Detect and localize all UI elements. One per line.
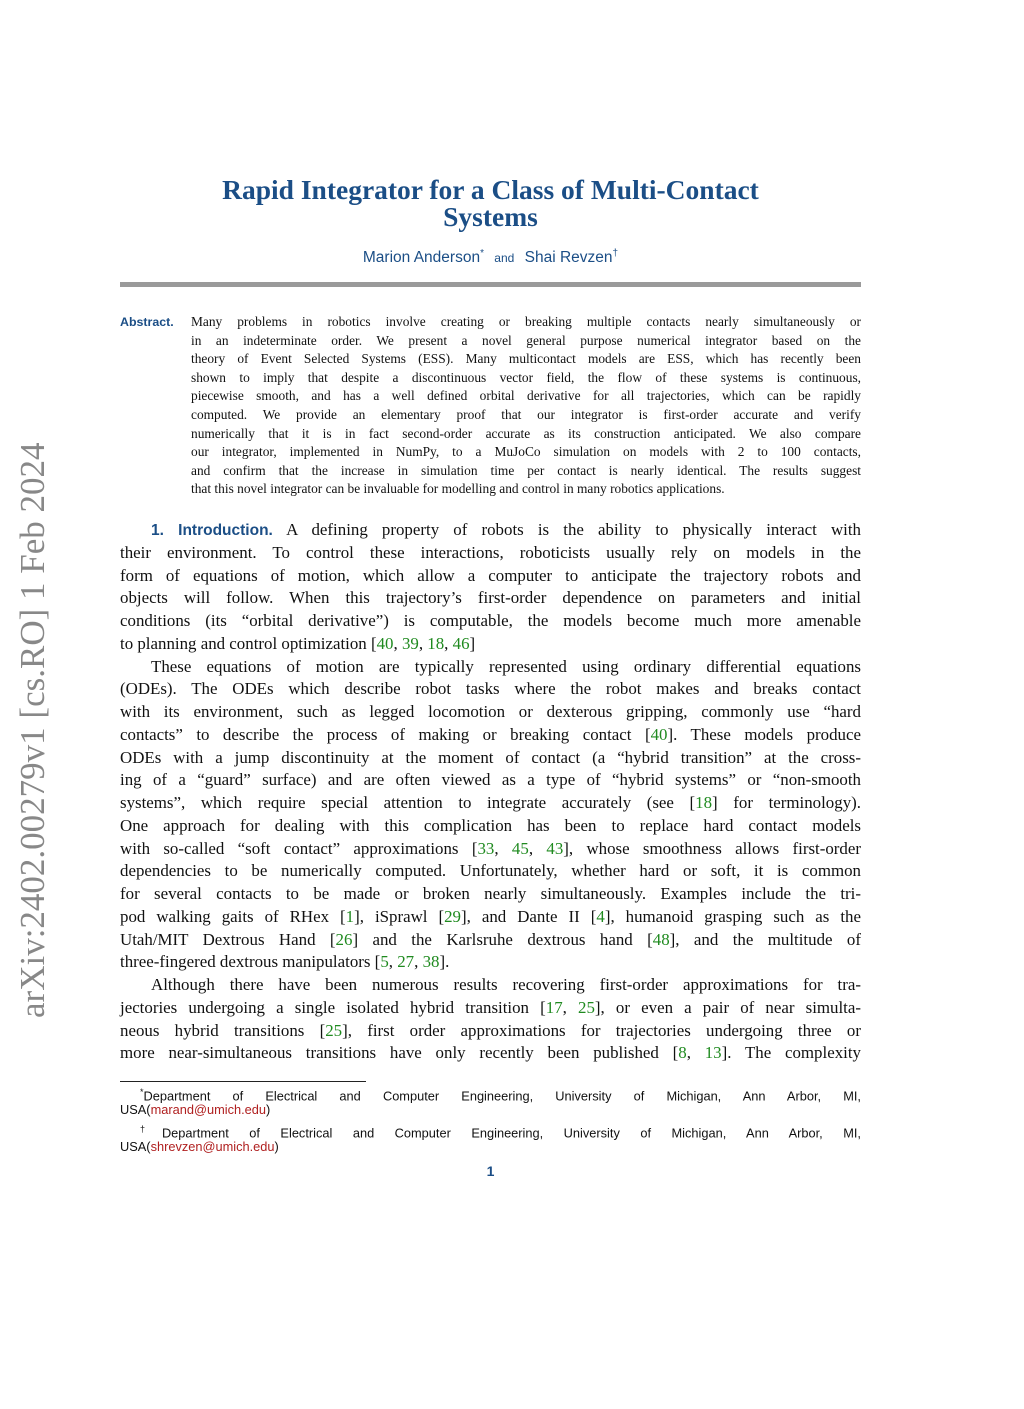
abstract-line: theory of Event Selected Systems (ESS). Many multicontact models are ESS, which has recently been: [191, 351, 861, 367]
text-line: ing of a “guard” surface) and are often viewed as a type of “hybrid systems” or “non-smooth: [120, 770, 861, 790]
text-line: to planning and control optimization [40, 39, 18, 46]: [120, 633, 476, 653]
abstract-label: Abstract.: [120, 315, 174, 329]
email-link[interactable]: marand@umich.edu: [150, 1102, 267, 1118]
abstract-line: in an indeterminate order. We present a novel general purpose numerical integrator based on the: [191, 332, 861, 348]
arxiv-identifier: arXiv:2402.00279v1 [cs.RO] 1 Feb 2024: [13, 442, 52, 1018]
text-line: for several contacts to be made or broken nearly simultaneously. Examples include the tri-: [120, 884, 861, 903]
section-heading: 1. Introduction.: [151, 522, 273, 539]
author-1-mark: *: [480, 248, 484, 259]
footnote-2-cont: USA(shrevzen@umich.edu): [120, 1138, 279, 1154]
text-line: more near-simultaneous transitions have only recently been published [8, 13]. The complexity: [120, 1043, 861, 1063]
title-line-1: Rapid Integrator for a Class of Multi-Contact: [222, 174, 759, 205]
citation-link[interactable]: 40: [650, 724, 668, 744]
citation-link[interactable]: 45: [511, 838, 529, 858]
citation-link[interactable]: 38: [422, 952, 440, 972]
abstract-line: and confirm that the increase in simulation time per contact is nearly identical. The results suggest: [191, 462, 861, 478]
text-line: contacts” to describe the process of making or breaking contact [40]. These models produce: [120, 724, 861, 744]
paper-title: [120, 176, 861, 230]
citation-link[interactable]: 29: [444, 906, 461, 926]
text-line: dependencies to be numerically computed. Unfortunately, whether hard or soft, it is common: [120, 861, 861, 881]
citation-link[interactable]: 46: [452, 633, 470, 653]
text-line: Utah/MIT Dextrous Hand [26] and the Karlsruhe dextrous hand [48], and the multitude of: [120, 929, 861, 949]
abstract-line: piecewise smooth, and has a well defined orbital derivative for all trajectories, which can be rapidly: [191, 388, 861, 404]
abstract-line: numerically that it is in fact second-order accurate as its construction anticipated. We also compare: [191, 425, 861, 441]
citation-link[interactable]: 25: [325, 1020, 343, 1040]
author-2-mark: †: [612, 248, 619, 259]
footnote-1-cont: USA(marand@umich.edu): [120, 1102, 271, 1118]
email-link[interactable]: shrevzen@umich.edu: [150, 1138, 275, 1154]
citation-link[interactable]: 39: [401, 633, 419, 653]
citation-link[interactable]: 18: [695, 793, 713, 812]
citation-link[interactable]: 48: [652, 929, 670, 949]
citation-link[interactable]: 33: [477, 838, 495, 858]
citation-link[interactable]: 17: [545, 997, 563, 1017]
text-line: with its environment, such as legged locomotion or dexterous gripping, commonly use “hard: [120, 702, 861, 721]
footnote-2: †Department of Electrical and Computer Engineering, University of Michigan, Ann Arbor, MI,: [140, 1123, 861, 1140]
text-line: systems”, which require special attention to integrate accurately (see [18] for terminology).: [120, 793, 861, 812]
title-line-2: Systems: [443, 201, 538, 232]
citation-link[interactable]: 25: [578, 997, 595, 1017]
text-line: ODEs with a jump discontinuity at the moment of contact (a “hybrid transition” at the cross-: [120, 747, 861, 767]
author-1: Marion Anderson: [362, 249, 481, 267]
text-line: Although there have been numerous results recovering first-order approximations for tra-: [151, 975, 861, 994]
text-line: One approach for dealing with this complication has been to replace hard contact models: [120, 815, 861, 835]
citation-link[interactable]: 43: [546, 838, 564, 858]
text-line: These equations of motion are typically represented using ordinary differential equations: [151, 656, 861, 676]
text-line: with so-called “soft contact” approximations [33, 45, 43], whose smoothness allows first-order: [120, 838, 861, 858]
footnote-1: *Department of Electrical and Computer Engineering, University of Michigan, Ann Arbor, MI,: [140, 1087, 861, 1104]
author-list: [120, 248, 861, 267]
page-number: 1: [486, 1163, 495, 1179]
text-line: 1. Introduction. A defining property of robots is the ability to physically interact with: [151, 520, 862, 539]
text-line: pod walking gaits of RHex [1], iSprawl [29], and Dante II [4], humanoid grasping such as the: [120, 906, 861, 926]
introduction-section: [120, 519, 861, 1065]
footnotes: [120, 1083, 861, 1156]
text-line: objects will follow. When this trajectory’s first-order dependence on parameters and initial: [120, 588, 861, 608]
abstract-line: shown to imply that despite a discontinuous vector field, the flow of these systems is continuous,: [191, 369, 861, 385]
citation-link[interactable]: 18: [427, 633, 445, 653]
citation-link[interactable]: 40: [376, 633, 394, 653]
title-divider: [120, 282, 861, 287]
abstract-line: that this novel integrator can be invaluable for modelling and control in many robotics applications.: [191, 481, 725, 497]
author-conjunction: and: [494, 251, 515, 266]
citation-link[interactable]: 1: [345, 906, 355, 926]
citation-link[interactable]: 13: [704, 1043, 722, 1063]
text-line: their environment. To control these interactions, roboticists usually rely on models in the: [120, 542, 861, 562]
text-line: three-fingered dextrous manipulators [5, 27, 38].: [120, 952, 450, 972]
text-line: neous hybrid transitions [25], first order approximations for trajectories undergoing three or: [120, 1020, 861, 1040]
text-line: form of equations of motion, which allow a computer to anticipate the trajectory robots and: [120, 565, 861, 585]
author-2: Shai Revzen: [524, 249, 613, 267]
citation-link[interactable]: 27: [397, 952, 415, 972]
text-line: (ODEs). The ODEs which describe robot tasks where the robot makes and breaks contact: [120, 679, 861, 699]
abstract-line: Many problems in robotics involve creating or breaking multiple contacts nearly simultaneously or: [191, 314, 861, 329]
citation-link[interactable]: 8: [678, 1043, 687, 1063]
citation-link[interactable]: 26: [335, 929, 353, 949]
footnote-divider: [120, 1081, 366, 1082]
citation-link[interactable]: 4: [596, 906, 605, 926]
abstract-line: our integrator, implemented in NumPy, to a MuJoCo simulation on models with 2 to 100 contacts,: [191, 444, 861, 460]
text-line: jectories undergoing a single isolated hybrid transition [17, 25], or even a pair of near simulta-: [120, 997, 861, 1017]
citation-link[interactable]: 5: [380, 952, 389, 972]
abstract-line: computed. We provide an elementary proof that our integrator is first-order accurate and verify: [191, 406, 861, 422]
abstract: [120, 313, 861, 499]
text-line: conditions (its “orbital derivative”) is computable, the models become much more amenable: [120, 611, 861, 630]
